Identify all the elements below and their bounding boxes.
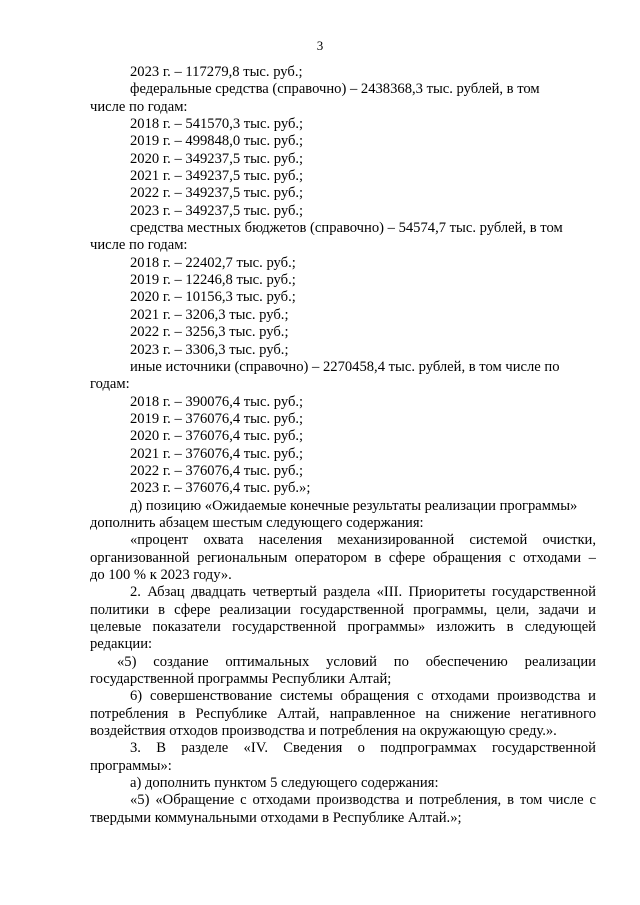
text-line: 2018 г. – 22402,7 тыс. руб.; [130, 254, 296, 271]
text-line: политики в сфере реализации государственной программы, цели, задачи и [90, 601, 596, 618]
text-line: 2021 г. – 376076,4 тыс. руб.; [130, 445, 304, 462]
text-line: 2018 г. – 541570,3 тыс. руб.; [130, 116, 304, 133]
text-line: дополнить абзацем шестым следующего содержания: [90, 514, 424, 531]
text-line: воздействия отходов производства и потребления на окружающую среду.». [90, 723, 557, 740]
text-line: «процент охвата населения механизированной системой очистки, [130, 532, 596, 549]
text-line: 2019 г. – 499848,0 тыс. руб.; [130, 133, 304, 150]
text-line: 2022 г. – 349237,5 тыс. руб.; [130, 185, 304, 202]
text-line: 2020 г. – 376076,4 тыс. руб.; [130, 428, 304, 445]
text-line: 2. Абзац двадцать четвертый раздела «III. Приоритеты государственной [130, 584, 596, 601]
text-line: потребления в Республике Алтай, направленное на снижение негативного [90, 705, 596, 722]
text-line: программы»: [90, 757, 172, 774]
text-line: 2021 г. – 3206,3 тыс. руб.; [130, 306, 289, 323]
text-line: твердыми коммунальными отходами в Республике Алтай.»; [90, 809, 462, 826]
text-line: до 100 % к 2023 году». [90, 566, 232, 583]
text-line: числе по годам: [90, 98, 188, 115]
text-line: средства местных бюджетов (справочно) – 54574,7 тыс. рублей, в том [130, 220, 563, 237]
text-line: 6) совершенствование системы обращения с отходами производства и [130, 688, 596, 705]
text-line: 2020 г. – 10156,3 тыс. руб.; [130, 289, 296, 306]
text-line: числе по годам: [90, 237, 188, 254]
text-line: 2022 г. – 3256,3 тыс. руб.; [130, 324, 289, 341]
text-line: 2019 г. – 376076,4 тыс. руб.; [130, 410, 304, 427]
text-line: целевые показатели государственной программы» изложить в следующей [90, 619, 596, 635]
text-line: 2022 г. – 376076,4 тыс. руб.; [130, 462, 304, 479]
text-line: федеральные средства (справочно) – 2438368,3 тыс. рублей, в том [130, 81, 540, 98]
text-line: иные источники (справочно) – 2270458,4 тыс. рублей, в том числе по [130, 358, 560, 375]
text-line: а) дополнить пунктом 5 следующего содержания: [130, 775, 439, 792]
text-line: 2023 г. – 3306,3 тыс. руб.; [130, 341, 289, 358]
text-line: «5) «Обращение с отходами производства и потребления, в том числе с [130, 792, 596, 809]
text-line: «5) создание оптимальных условий по обеспечению реализации [117, 653, 596, 670]
text-line: государственной программы Республики Алтай; [90, 671, 392, 688]
text-line: организованной региональным оператором в сфере обращения с отходами – [90, 549, 596, 566]
text-line: 3. В разделе «IV. Сведения о подпрограммах государственной [130, 740, 596, 757]
text-line: 2023 г. – 117279,8 тыс. руб.; [130, 64, 303, 80]
text-line: 2023 г. – 349237,5 тыс. руб.; [130, 202, 304, 219]
text-line: редакции: [90, 636, 153, 653]
text-line: 2018 г. – 390076,4 тыс. руб.; [130, 393, 304, 410]
document-body [90, 64, 596, 827]
page-number: 3 [316, 38, 324, 53]
text-line: д) позицию «Ожидаемые конечные результаты реализации программы» [130, 497, 578, 514]
text-line: годам: [90, 376, 130, 393]
text-line: 2020 г. – 349237,5 тыс. руб.; [130, 150, 304, 167]
text-line: 2023 г. – 376076,4 тыс. руб.»; [130, 480, 311, 497]
text-line: 2019 г. – 12246,8 тыс. руб.; [130, 272, 296, 289]
text-line: 2021 г. – 349237,5 тыс. руб.; [130, 168, 304, 185]
